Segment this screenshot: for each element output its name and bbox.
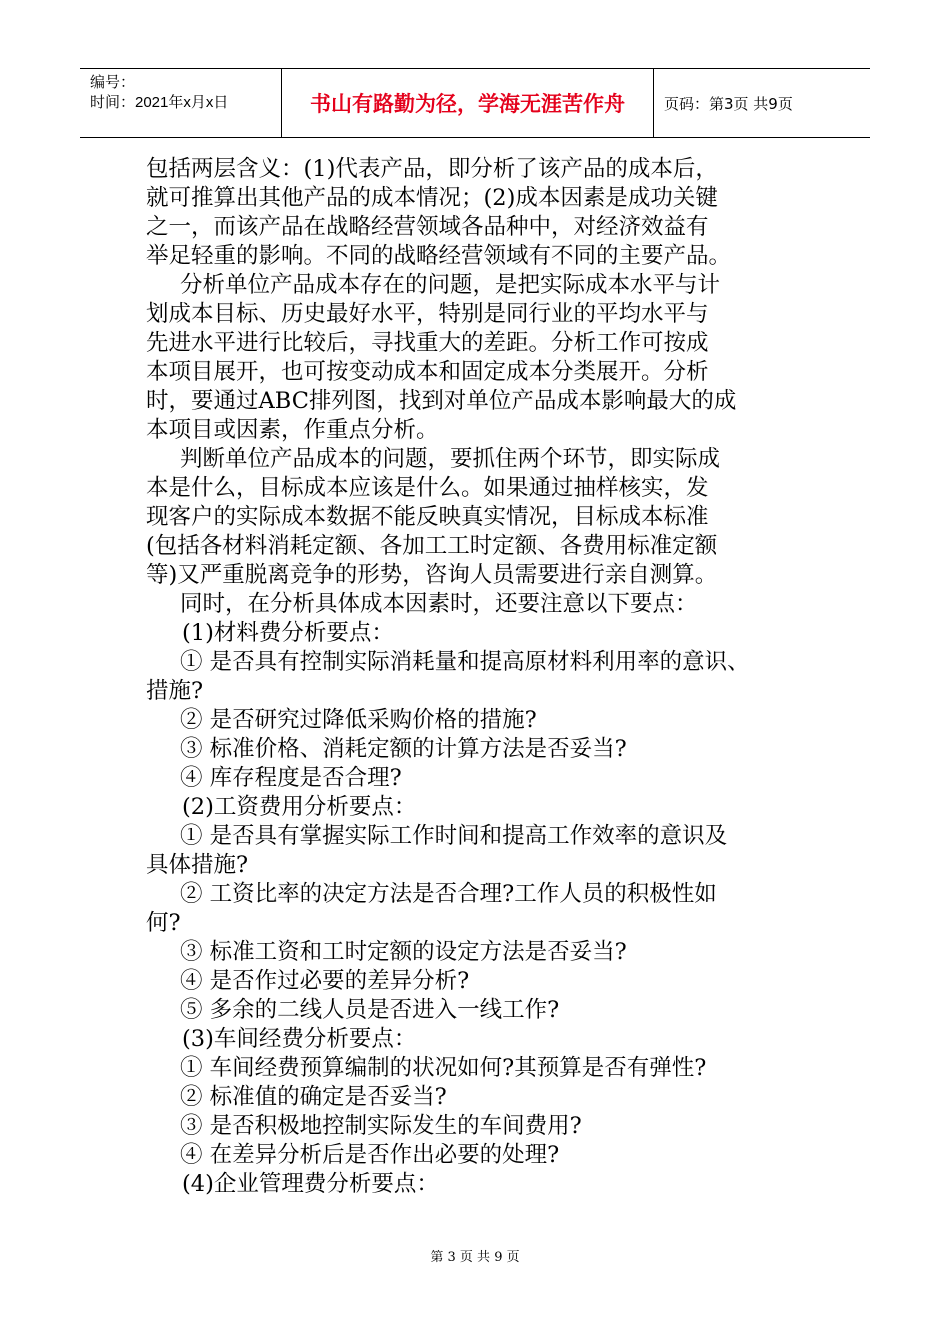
page-header (80, 68, 870, 138)
text-line: 划成本目标、历史最好水平，特别是同行业的平均水平与 (146, 301, 709, 327)
page-footer: 第 3 页 共 9 页 (430, 1250, 520, 1265)
number-label: 编号： (90, 74, 136, 91)
text-line: 先进水平进行比较后，寻找重大的差距。分析工作可按成 (146, 330, 709, 356)
text-line: 等)又严重脱离竞争的形势，咨询人员需要进行亲自测算。 (146, 562, 718, 588)
text-line: 判断单位产品成本的问题，要抓住两个环节，即实际成 (180, 446, 721, 472)
text-line: ② 是否研究过降低采购价格的措施? (180, 707, 537, 733)
text-line: 时，要通过ABC排列图，找到对单位产品成本影响最大的成 (146, 388, 737, 414)
header-meta (80, 69, 282, 137)
text-line: ③ 标准价格、消耗定额的计算方法是否妥当? (180, 736, 627, 762)
text-line: 就可推算出其他产品的成本情况；(2)成本因素是成功关键 (146, 185, 718, 211)
text-line: (2)工资费用分析要点： (182, 794, 417, 820)
text-line: ③ 标准工资和工时定额的设定方法是否妥当? (180, 939, 627, 965)
text-line: (3)车间经费分析要点： (182, 1026, 417, 1052)
text-line: 措施? (146, 678, 204, 704)
text-line: ② 工资比率的决定方法是否合理?工作人员的积极性如 (180, 881, 717, 907)
date-label: 时间：2021年x月x日 (90, 94, 229, 111)
text-line: ④ 是否作过必要的差异分析? (180, 968, 470, 994)
document-body (146, 155, 836, 1199)
text-line: ① 是否具有控制实际消耗量和提高原材料利用率的意识、 (180, 649, 750, 675)
text-line: ⑤ 多余的二线人员是否进入一线工作? (180, 997, 560, 1023)
text-line: ② 标准值的确定是否妥当? (180, 1084, 447, 1110)
header-page-info: 页码：第3页 共9页 (664, 94, 793, 113)
text-line: 举足轻重的影响。不同的战略经营领域有不同的主要产品。 (146, 243, 732, 269)
text-line: ③ 是否积极地控制实际发生的车间费用? (180, 1113, 582, 1139)
text-line: ① 车间经费预算编制的状况如何?其预算是否有弹性? (180, 1055, 707, 1081)
text-line: (1)材料费分析要点： (182, 620, 394, 646)
text-line: 分析单位产品成本存在的问题，是把实际成本水平与计 (180, 272, 721, 298)
text-line: 现客户的实际成本数据不能反映真实情况，目标成本标准 (146, 504, 709, 530)
header-motto: 书山有路勤为径，学海无涯苦作舟 (282, 69, 654, 137)
text-line: (包括各材料消耗定额、各加工工时定额、各费用标准定额 (146, 533, 718, 559)
text-line: 本项目展开，也可按变动成本和固定成本分类展开。分析 (146, 359, 709, 385)
text-line: 包括两层含义：(1)代表产品，即分析了该产品的成本后， (146, 156, 718, 182)
text-line: ④ 库存程度是否合理? (180, 765, 402, 791)
text-line: ④ 在差异分析后是否作出必要的处理? (180, 1142, 560, 1168)
text-line: ① 是否具有掌握实际工作时间和提高工作效率的意识及 (180, 823, 728, 849)
text-line: 本是什么，目标成本应该是什么。如果通过抽样核实，发 (146, 475, 709, 501)
text-line: 同时，在分析具体成本因素时，还要注意以下要点： (180, 591, 698, 617)
text-line: 何? (146, 910, 181, 936)
text-line: 具体措施? (146, 852, 249, 878)
text-line: (4)企业管理费分析要点： (182, 1171, 439, 1197)
text-line: 本项目或因素，作重点分析。 (146, 417, 439, 443)
text-line: 之一，而该产品在战略经营领域各品种中，对经济效益有 (146, 214, 709, 240)
